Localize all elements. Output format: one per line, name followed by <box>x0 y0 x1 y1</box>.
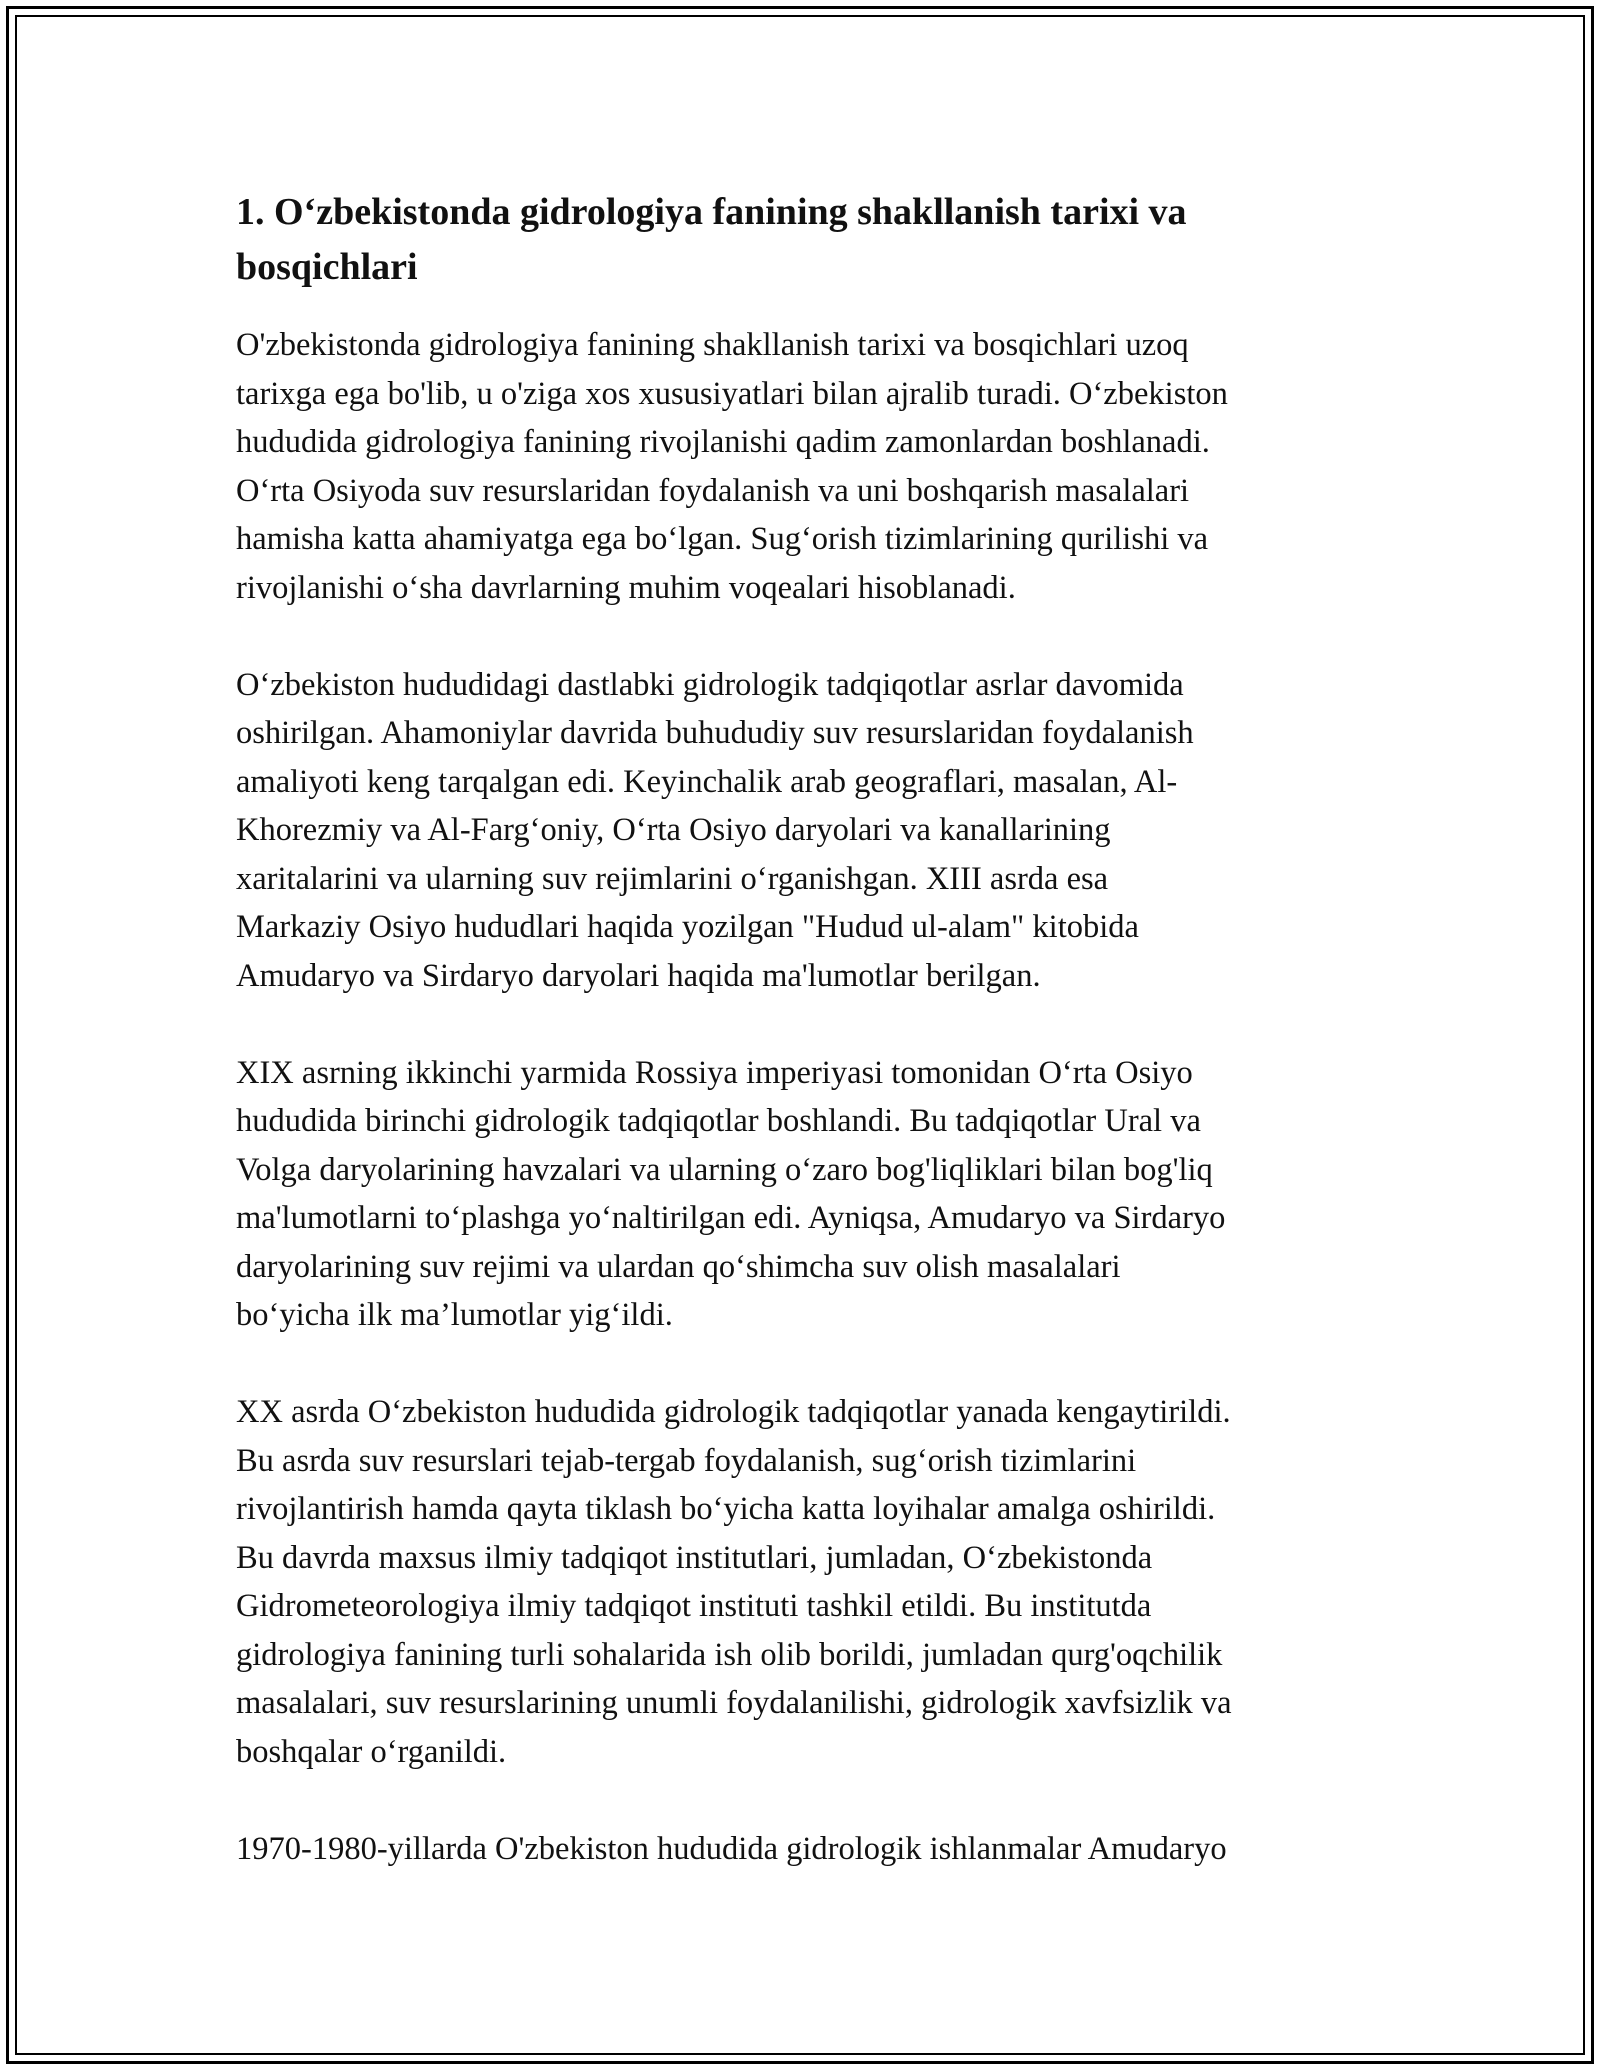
paragraph-line: rivojlantirish hamda qayta tiklash bo‘yicha katta loyihalar amalga oshirildi. <box>236 1491 1216 1527</box>
paragraph-line: rivojlanishi o‘sha davrlarning muhim voqealari hisoblanadi. <box>236 569 1016 606</box>
paragraph-line: Khorezmiy va Al-Farg‘oniy, O‘rta Osiyo daryolari va kanallarining <box>236 812 1111 848</box>
paragraph-line: hududida birinchi gidrologik tadqiqotlar boshlandi. Bu tadqiqotlar Ural va <box>236 1103 1201 1139</box>
paragraph <box>236 661 1366 1001</box>
paragraph <box>236 1388 1366 1776</box>
paragraph-line: Bu asrda suv resurslari tejab-tergab foydalanish, sug‘orish tizimlarini <box>236 1442 1137 1479</box>
section-heading <box>236 185 1366 295</box>
paragraph-line: O'zbekistonda gidrologiya fanining shakllanish tarixi va bosqichlari uzoq <box>236 327 1189 363</box>
document-body <box>236 185 1366 1922</box>
paragraph-line: O‘rta Osiyoda suv resurslaridan foydalanish va uni boshqarish masalalari <box>236 472 1190 509</box>
paragraph-line: gidrologiya fanining turli sohalarida ish olib borildi, jumladan qurg'oqchilik <box>236 1636 1223 1673</box>
paragraph-line: Markaziy Osiyo hududlari haqida yozilgan "Hudud ul-alam" kitobida <box>236 909 1139 945</box>
paragraph-line: amaliyoti keng tarqalgan edi. Keyinchalik arab geograflari, masalan, Al- <box>236 763 1178 800</box>
paragraph-line: boshqalar o‘rganildi. <box>236 1733 507 1770</box>
paragraph-line: daryolarining suv rejimi va ulardan qo‘shimcha suv olish masalalari <box>236 1248 1121 1285</box>
paragraph-line: Bu davrda maxsus ilmiy tadqiqot institutlari, jumladan, O‘zbekistonda <box>236 1539 1153 1576</box>
paragraph-line: Volga daryolarining havzalari va ularning o‘zaro bog'liqliklari bilan bog'liq <box>236 1151 1213 1188</box>
paragraph-line: hamisha katta ahamiyatga ega bo‘lgan. Sug‘orish tizimlarining qurilishi va <box>236 521 1209 557</box>
paragraph-line: XX asrda O‘zbekiston hududida gidrologik tadqiqotlar yanada kengaytirildi. <box>236 1394 1231 1430</box>
paragraph-line: Gidrometeorologiya ilmiy tadqiqot instituti tashkil etildi. Bu institutda <box>236 1588 1152 1624</box>
heading-line: 1. O‘zbekistonda gidrologiya fanining shakllanish tarixi va <box>236 191 1187 233</box>
paragraph-line: Amudaryo va Sirdaryo daryolari haqida ma'lumotlar berilgan. <box>236 957 1041 994</box>
paragraph-line: masalalari, suv resurslarining unumli foydalanilishi, gidrologik xavfsizlik va <box>236 1685 1232 1721</box>
heading-line: bosqichlari <box>236 246 418 288</box>
paragraph-line: tarixga ega bo'lib, u o'ziga xos xususiyatlari bilan ajralib turadi. O‘zbekiston <box>236 375 1228 412</box>
paragraph-line: XIX asrning ikkinchi yarmida Rossiya imperiyasi tomonidan O‘rta Osiyo <box>236 1054 1193 1091</box>
paragraph-line: bo‘yicha ilk ma’lumotlar yig‘ildi. <box>236 1297 673 1333</box>
paragraph <box>236 1049 1366 1340</box>
paragraph-line: oshirilgan. Ahamoniylar davrida buhududiy suv resurslaridan foydalanish <box>236 715 1194 751</box>
paragraph-line: O‘zbekiston hududidagi dastlabki gidrologik tadqiqotlar asrlar davomida <box>236 666 1184 703</box>
paragraph <box>236 321 1366 612</box>
paragraph-line: 1970-1980-yillarda O'zbekiston hududida gidrologik ishlanmalar Amudaryo <box>236 1830 1227 1867</box>
paragraph-line: xaritalarini va ularning suv rejimlarini o‘rganishgan. XIII asrda esa <box>236 860 1109 897</box>
paragraph <box>236 1825 1366 1874</box>
paragraph-line: ma'lumotlarni to‘plashga yo‘naltirilgan edi. Ayniqsa, Amudaryo va Sirdaryo <box>236 1200 1226 1236</box>
paragraph-line: hududida gidrologiya fanining rivojlanishi qadim zamonlardan boshlanadi. <box>236 424 1210 460</box>
